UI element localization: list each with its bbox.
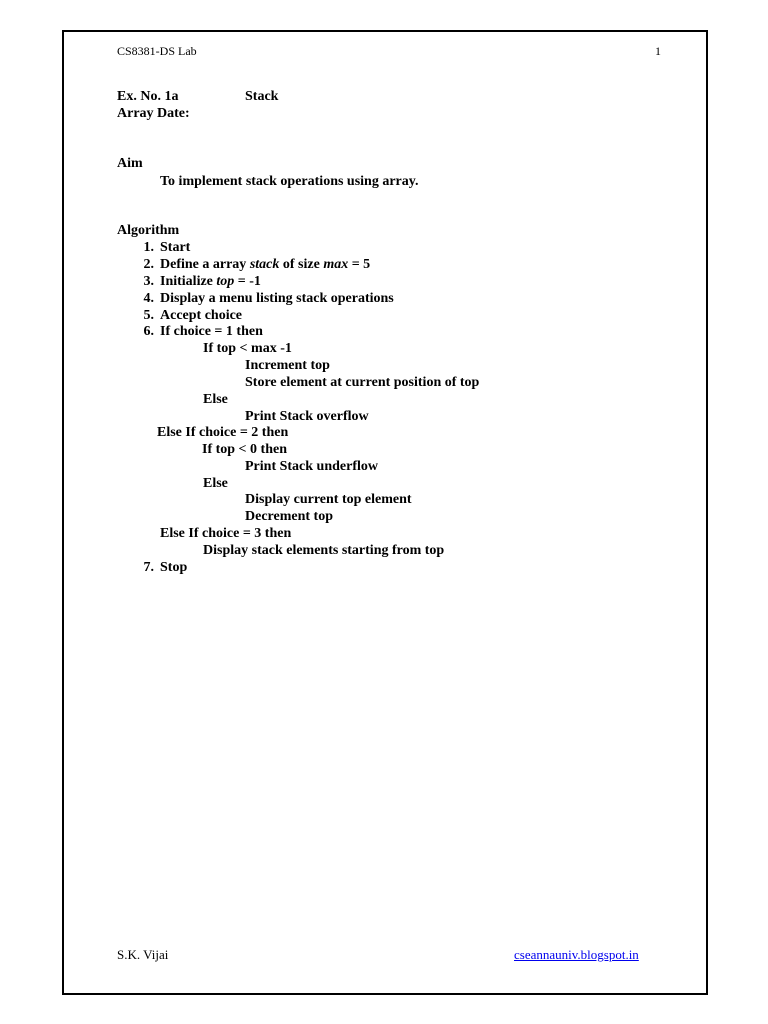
algorithm-line: Print Stack underflow [245,459,378,474]
algorithm-line: Else If choice = 2 then [157,425,289,440]
algorithm-line: Display current top element [245,492,412,507]
exercise-title: Stack [245,89,279,104]
algorithm-heading: Algorithm [117,223,180,238]
step-number: 1. [143,240,154,255]
algorithm-line: If top < max -1 [203,341,292,356]
step-number: 4. [143,291,154,306]
algorithm-line: Else [203,476,228,491]
step-text-pre: Define a array [160,257,250,272]
step-text-mid: of size [279,257,324,272]
step-number: 6. [143,324,154,339]
step-text-em: stack [249,257,280,272]
step-text: Start [160,240,191,255]
exercise-number: Ex. No. 1a [117,89,179,104]
step-number: 7. [143,560,154,575]
step-number: 5. [143,308,154,323]
algorithm-step [132,323,263,340]
aim-text: To implement stack operations using array. [160,174,419,189]
algorithm-line: Decrement top [245,509,333,524]
step-text-post: = 5 [348,257,371,272]
page-number: 1 [655,44,661,58]
algorithm-step [132,273,261,290]
step-text-em: top [216,274,235,289]
aim-heading: Aim [117,156,143,171]
algorithm-line: Print Stack overflow [245,409,369,424]
exercise-subtitle: Array Date: [117,106,190,121]
algorithm-line: If top < 0 then [202,442,287,457]
step-number: 3. [143,274,154,289]
footer-link[interactable]: cseannauniv.blogspot.in [514,947,639,962]
step-text: If choice = 1 then [160,324,263,339]
step-text: Stop [160,560,188,575]
algorithm-step [132,256,370,273]
algorithm-line: Else [203,392,228,407]
step-text-em: max [323,257,349,272]
step-text: Display a menu listing stack operations [160,291,394,306]
step-text-post: = -1 [234,274,261,289]
algorithm-step [132,559,187,576]
algorithm-step [132,307,242,324]
footer-author: S.K. Vijai [117,947,169,962]
algorithm-line: Else If choice = 3 then [160,526,292,541]
algorithm-line: Store element at current position of top [245,375,480,390]
header-course: CS8381-DS Lab [117,44,197,58]
algorithm-line: Increment top [245,358,330,373]
step-number: 2. [143,257,154,272]
step-text-pre: Initialize [160,274,217,289]
step-text: Accept choice [160,308,243,323]
algorithm-line: Display stack elements starting from top [203,543,445,558]
algorithm-step [132,290,394,307]
algorithm-step [132,239,190,256]
